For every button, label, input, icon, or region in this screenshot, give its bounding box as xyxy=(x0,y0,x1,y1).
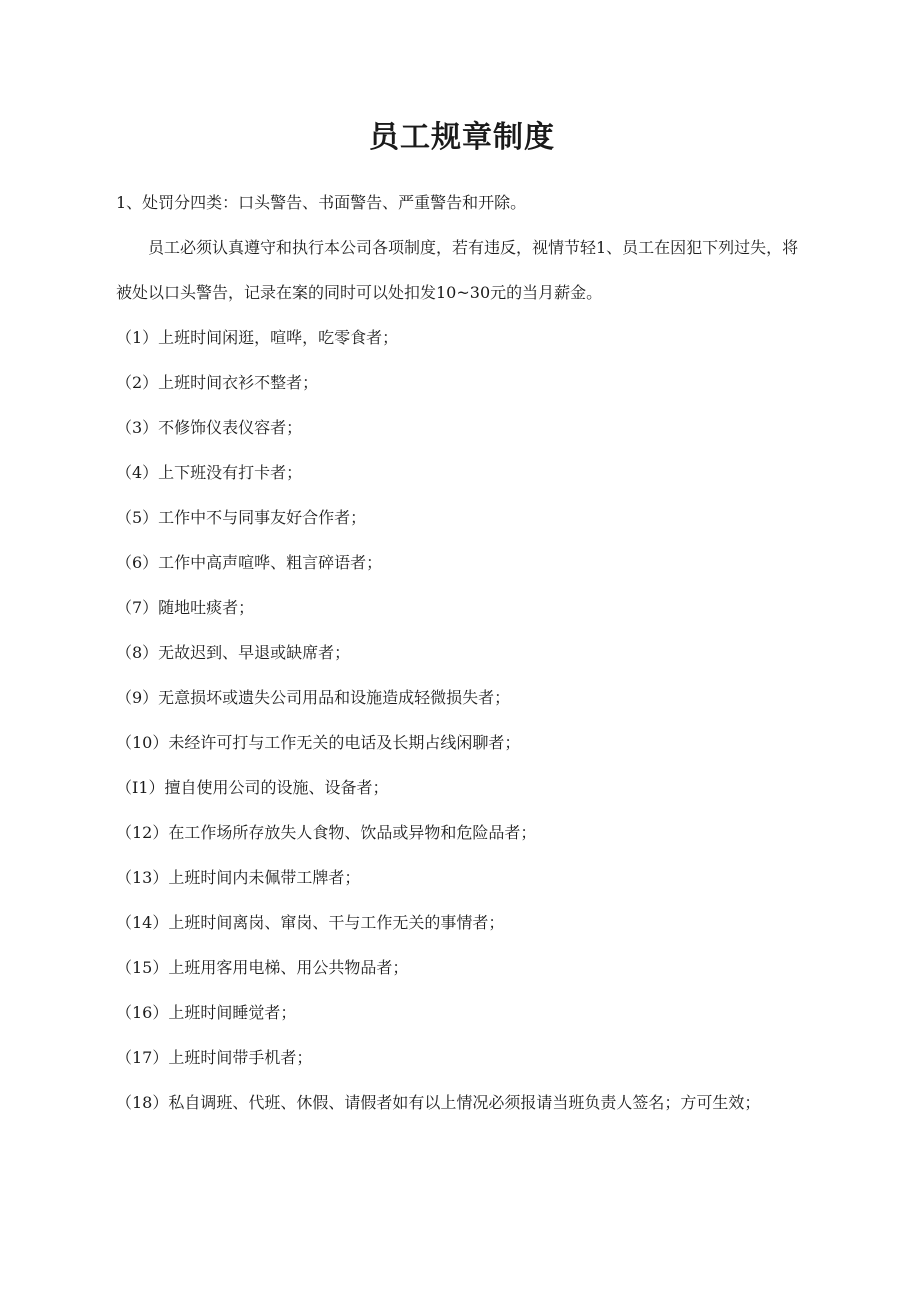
list-item: （8）无故迟到、早退或缺席者； xyxy=(116,643,351,662)
list-item: （9）无意损坏或遗失公司用品和设施造成轻微损失者； xyxy=(116,688,511,707)
list-item: （17）上班时间带手机者； xyxy=(116,1048,313,1067)
section-heading-penalties: 1、处罚分四类：口头警告、书面警告、严重警告和开除。 xyxy=(116,193,527,212)
list-item: （2）上班时间衣衫不整者； xyxy=(116,373,319,392)
list-item: （4）上下班没有打卡者； xyxy=(116,463,303,482)
list-item: （5）工作中不与同事友好合作者； xyxy=(116,508,367,527)
list-item: （6）工作中高声喧哗、粗言碎语者； xyxy=(116,553,383,572)
intro-paragraph: 员工必须认真遵守和执行本公司各项制度，若有违反，视情节轻1、员工在因犯下列过失，将被处以口头警告，记录在案的同时可以处扣发10~30元的当月薪金。 xyxy=(116,238,799,302)
list-item: （14）上班时间离岗、窜岗、干与工作无关的事情者； xyxy=(116,913,505,932)
list-item: （12）在工作场所存放失人食物、饮品或异物和危险品者； xyxy=(116,823,537,842)
list-item: （7）随地吐痰者； xyxy=(116,598,255,617)
list-item: （1）上班时间闲逛，喧哗，吃零食者； xyxy=(116,328,399,347)
list-item: （18）私自调班、代班、休假、请假者如有以上情况必须报请当班负责人签名；方可生效； xyxy=(116,1093,761,1112)
list-item: （3）不修饰仪表仪容者； xyxy=(116,418,303,437)
list-item: （I1）擅自使用公司的设施、设备者； xyxy=(116,778,389,797)
violation-list xyxy=(116,315,808,1125)
list-item: （15）上班用客用电梯、用公共物品者； xyxy=(116,958,409,977)
list-item: （13）上班时间内未佩带工牌者； xyxy=(116,868,361,887)
list-item: （10）未经许可打与工作无关的电话及长期占线闲聊者； xyxy=(116,733,521,752)
list-item: （16）上班时间睡觉者； xyxy=(116,1003,297,1022)
document-title: 员工规章制度 xyxy=(369,120,555,155)
